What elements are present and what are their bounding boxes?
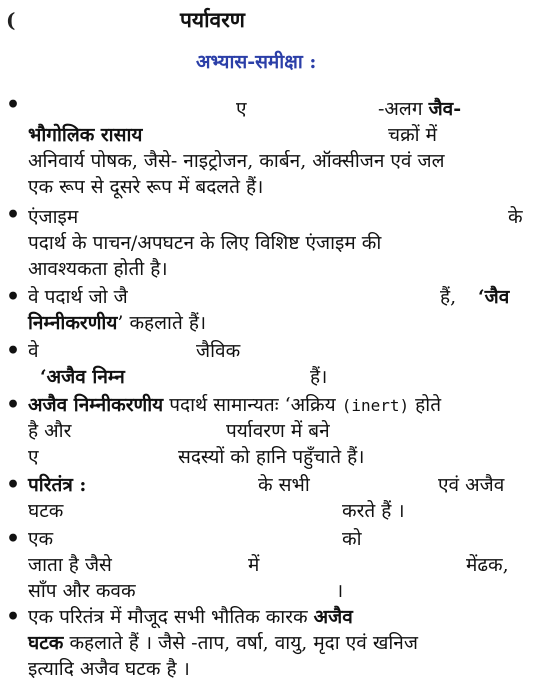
text-fragment: ए — [236, 98, 247, 120]
text-line: आवश्यकता होती है। — [28, 258, 168, 280]
text-fragment: साँप और कवक — [28, 580, 136, 602]
text-fragment: में — [248, 554, 260, 576]
text-line: अजैव निम्नीकरणीय पदार्थ सामान्यतः ‘अक्रिय (inert) होते — [28, 394, 442, 416]
bullet: • — [6, 92, 21, 118]
bullet: • — [6, 472, 21, 498]
text-fragment: को — [342, 528, 362, 550]
text-line: इत्यादि अजैव घटक है । — [28, 658, 190, 680]
text-fragment: पर्यावरण में बने — [226, 420, 330, 442]
text-fragment: ए — [28, 446, 39, 468]
text-line: -अलग जैव- — [378, 98, 462, 120]
text-fragment: एंजाइम — [28, 206, 79, 228]
bullet: • — [6, 202, 21, 228]
text-line: एक परितंत्र में मौजूद सभी भौतिक कारक अजैव — [28, 606, 353, 628]
bold-term: परितंत्र : — [28, 474, 87, 496]
text-line: अनिवार्य पोषक, जैसे- नाइट्रोजन, कार्बन, ऑक्सीजन एवं जल — [28, 150, 445, 172]
text-line: निम्नीकरणीय’ कहलाते हैं। — [28, 312, 207, 334]
page-title: पर्यावरण — [180, 7, 245, 32]
text-fragment: एवं अजैव — [438, 474, 505, 496]
bullet: • — [6, 338, 21, 364]
text-fragment: के — [508, 206, 523, 228]
text-fragment: मेंढक, — [466, 554, 509, 576]
text-fragment: करते हैं । — [342, 500, 405, 522]
text-fragment: वे — [28, 340, 39, 362]
text-fragment: एक — [28, 528, 54, 550]
bold-term: ‘जैव — [478, 286, 510, 308]
text-fragment: जाता है जैसे — [28, 554, 112, 576]
text-fragment: । — [336, 580, 344, 602]
text-fragment: चक्रों में — [388, 124, 437, 146]
text-fragment: वे पदार्थ जो जै — [28, 286, 128, 308]
text-line: पदार्थ के पाचन/अपघटन के लिए विशिष्ट एंजाइम की — [28, 232, 382, 254]
text-line: घटक कहलाते हैं । जैसे -ताप, वर्षा, वायु, मृदा एवं खनिज — [28, 632, 418, 654]
bullet: • — [6, 604, 21, 630]
text-fragment: घटक — [28, 500, 64, 522]
bullet: • — [6, 392, 21, 418]
text-fragment: सदस्यों को हानि पहुँचाते हैं। — [178, 446, 365, 468]
text-line: एक रूप से दूसरे रूप में बदलते हैं। — [28, 176, 264, 198]
corner-mark: ( — [6, 8, 16, 32]
text-fragment: जैविक — [196, 340, 241, 362]
bullet: • — [6, 284, 21, 310]
bold-term: ‘अजैव निम्न — [40, 366, 125, 388]
text-fragment: हैं, — [440, 286, 457, 308]
bold-term: भौगोलिक रासाय — [28, 124, 143, 146]
text-fragment: हैं। — [310, 366, 328, 388]
text-fragment: है और — [28, 420, 72, 442]
bullet: • — [6, 526, 21, 552]
section-subtitle: अभ्यास-समीक्षा : — [196, 51, 317, 73]
text-fragment: के सभी — [258, 474, 310, 496]
